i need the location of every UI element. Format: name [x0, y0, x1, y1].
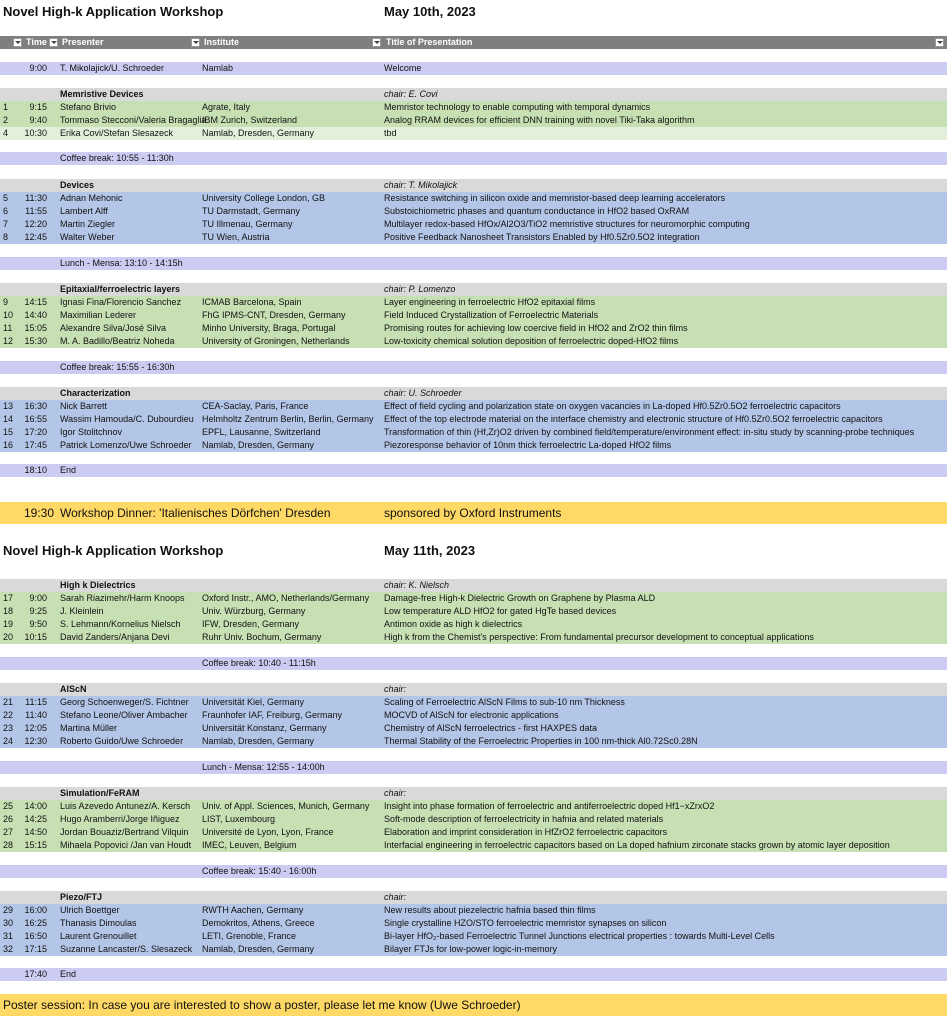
- table-row: [0, 192, 947, 205]
- presenter-cell: Ulrich Boettger: [60, 905, 120, 915]
- table-row: [0, 631, 947, 644]
- table-row: [0, 813, 947, 826]
- institute-cell: Ruhr Univ. Bochum, Germany: [202, 632, 322, 642]
- number-cell: 2: [3, 115, 9, 125]
- time-cell: 17:15: [24, 944, 47, 954]
- institute-cell: Universität Kiel, Germany: [202, 697, 305, 707]
- title-cell: Promising routes for achieving low coercive field in HfO2 and ZrO2 thin films: [384, 323, 688, 333]
- number-cell: 21: [3, 697, 14, 707]
- title-cell: Welcome: [384, 63, 422, 73]
- table-row: [0, 426, 947, 439]
- institute-cell: Minho University, Braga, Portugal: [202, 323, 336, 333]
- day-title-row: [0, 543, 947, 559]
- number-cell: 24: [3, 736, 14, 746]
- number-cell: 16: [3, 440, 14, 450]
- presenter-cell: David Zanders/Anjana Devi: [60, 632, 170, 642]
- presenter-cell: Georg Schoenweger/S. Fichtner: [60, 697, 189, 707]
- time-cell: 17:45: [24, 440, 47, 450]
- number-cell: 22: [3, 710, 14, 720]
- table-row: [0, 348, 947, 360]
- time-cell: 16:25: [24, 918, 47, 928]
- table-row: [0, 140, 947, 152]
- title-cell: Analog RRAM devices for efficient DNN training with novel Tiki-Taka algorithm: [384, 115, 695, 125]
- presenter-cell: Wassim Hamouda/C. Dubourdieu: [60, 414, 194, 424]
- presenter-cell: Novel High-k Application Workshop: [3, 543, 224, 558]
- title-cell: Resistance switching in silicon oxide and memristor-based deep learning accelerators: [384, 193, 726, 203]
- number-cell: 30: [3, 918, 14, 928]
- title-cell: Soft-mode description of ferroelectricity in hafnia and related materials: [384, 814, 664, 824]
- table-row: [0, 761, 947, 774]
- title-cell: Thermal Stability of the Ferroelectric Properties in 100 nm-thick Al0.72Sc0.28N: [384, 736, 698, 746]
- table-row: [0, 218, 947, 231]
- table-row: [0, 943, 947, 956]
- institute-cell: IMEC, Leuven, Belgium: [202, 840, 297, 850]
- title-cell: chair:: [384, 788, 407, 798]
- title-cell: chair: K. Nielsch: [384, 580, 450, 590]
- institute-cell: Namlab: [202, 63, 234, 73]
- table-row: [0, 800, 947, 813]
- number-cell: 26: [3, 814, 14, 824]
- title-cell: tbd: [384, 128, 397, 138]
- title-cell: MOCVD of AlScN for electronic applications: [384, 710, 559, 720]
- table-row: [0, 839, 947, 852]
- number-cell: 12: [3, 336, 14, 346]
- table-row: [0, 439, 947, 452]
- institute-cell: Université de Lyon, Lyon, France: [202, 827, 334, 837]
- number-cell: 13: [3, 401, 14, 411]
- title-cell: May 10th, 2023: [384, 4, 476, 19]
- presenter-cell: Novel High-k Application Workshop: [3, 4, 224, 19]
- time-cell: 12:20: [24, 219, 47, 229]
- presenter-cell: J. Kleinlein: [60, 606, 104, 616]
- number-cell: 23: [3, 723, 14, 733]
- table-row: [0, 502, 947, 524]
- number-cell: 11: [3, 323, 13, 333]
- presenter-cell: Coffee break: 15:55 - 16:30h: [60, 362, 175, 372]
- table-row: [0, 968, 947, 981]
- title-cell: chair:: [384, 684, 407, 694]
- presenter-cell: Erika Covi/Stefan Slesazeck: [60, 128, 174, 138]
- institute-cell: Agrate, Italy: [202, 102, 251, 112]
- institute-cell: Univ. Würzburg, Germany: [202, 606, 306, 616]
- presenter-cell: Tommaso Stecconi/Valeria Bragaglia: [60, 115, 207, 125]
- presenter-cell: Martin Ziegler: [60, 219, 116, 229]
- institute-cell: Namlab, Dresden, Germany: [202, 440, 315, 450]
- time-cell: 12:30: [24, 736, 47, 746]
- title-cell: chair: T. Mikolajick: [384, 180, 458, 190]
- number-cell: 8: [3, 232, 9, 242]
- presenter-cell: Coffee break: 10:55 - 11:30h: [60, 153, 174, 163]
- institute-cell: Lunch - Mensa: 12:55 - 14:00h: [202, 762, 325, 772]
- title-cell: Title of Presentation: [386, 37, 473, 47]
- filter-dropdown-institute[interactable]: [372, 38, 381, 47]
- presenter-cell: AlScN: [60, 684, 87, 694]
- number-cell: 5: [3, 193, 9, 203]
- time-cell: 17:40: [24, 969, 47, 979]
- number-cell: 19: [3, 619, 14, 629]
- table-row: [0, 748, 947, 760]
- institute-cell: Universität Konstanz, Germany: [202, 723, 327, 733]
- filter-dropdown-presenter[interactable]: [191, 38, 200, 47]
- title-cell: chair: U. Schroeder: [384, 388, 462, 398]
- number-cell: 31: [3, 931, 14, 941]
- presenter-cell: Roberto Guido/Uwe Schroeder: [60, 736, 184, 746]
- title-cell: Antimon oxide as high k dielectrics: [384, 619, 523, 629]
- number-cell: Poster session: In case you are interested to show a poster, please let me know (Uwe Schroeder): [3, 998, 521, 1012]
- title-cell: Effect of field cycling and polarization state on oxygen vacancies in La-doped Hf0.5Zr0.5O2 ferroelectric capacitors: [384, 401, 841, 411]
- presenter-cell: Adnan Mehonic: [60, 193, 123, 203]
- table-row: [0, 579, 947, 592]
- presenter-cell: Sarah Riazimehr/Harm Knoops: [60, 593, 185, 603]
- table-row: [0, 296, 947, 309]
- time-cell: 12:05: [24, 723, 47, 733]
- institute-cell: Coffee break: 10:40 - 11:15h: [202, 658, 316, 668]
- title-cell: Bilayer FTJs for low-power logic-in-memory: [384, 944, 558, 954]
- time-cell: 18:10: [24, 465, 47, 475]
- presenter-cell: Nick Barrett: [60, 401, 108, 411]
- time-cell: 14:00: [24, 801, 47, 811]
- presenter-cell: End: [60, 969, 77, 979]
- table-row: [0, 592, 947, 605]
- table-row: [0, 994, 947, 1016]
- title-cell: Elaboration and imprint consideration in HfZrO2 ferroelectric capacitors: [384, 827, 668, 837]
- presenter-cell: High k Dielectrics: [60, 580, 136, 590]
- institute-cell: TU Illmenau, Germany: [202, 219, 293, 229]
- title-cell: Bi-layer HfO₂-based Ferroelectric Tunnel Junctions electrical properties : towards Multi-Level Cells: [384, 931, 775, 941]
- table-row: [0, 322, 947, 335]
- number-cell: 20: [3, 632, 14, 642]
- time-cell: 15:05: [24, 323, 47, 333]
- number-cell: 29: [3, 905, 14, 915]
- time-cell: 9:00: [29, 593, 47, 603]
- table-row: [0, 605, 947, 618]
- title-cell: Multilayer redox-based HfOx/Al2O3/TiO2 memristive structures for neuromorphic computing: [384, 219, 750, 229]
- table-row: [0, 787, 947, 800]
- presenter-cell: Laurent Grenouillet: [60, 931, 137, 941]
- institute-cell: FhG IPMS-CNT, Dresden, Germany: [202, 310, 346, 320]
- institute-cell: IBM Zurich, Switzerland: [202, 115, 298, 125]
- table-row: [0, 452, 947, 464]
- number-cell: 10: [3, 310, 14, 320]
- title-cell: sponsored by Oxford Instruments: [384, 506, 562, 520]
- presenter-cell: End: [60, 465, 77, 475]
- presenter-cell: Stefano Leone/Oliver Ambacher: [60, 710, 188, 720]
- table-row: [0, 904, 947, 917]
- presenter-cell: Devices: [60, 180, 95, 190]
- title-cell: New results about piezelectric hafnia based thin films: [384, 905, 596, 915]
- number-cell: 7: [3, 219, 9, 229]
- time-cell: 9:50: [29, 619, 47, 629]
- presenter-cell: Maximilian Lederer: [60, 310, 137, 320]
- institute-cell: University of Groningen, Netherlands: [202, 336, 350, 346]
- presenter-cell: Lunch - Mensa: 13:10 - 14:15h: [60, 258, 183, 268]
- presenter-cell: Luis Azevedo Antunez/A. Kersch: [60, 801, 191, 811]
- table-row: [0, 231, 947, 244]
- institute-cell: Coffee break: 15:40 - 16:00h: [202, 866, 317, 876]
- table-row: [0, 644, 947, 656]
- presenter-cell: M. A. Badillo/Beatriz Noheda: [60, 336, 175, 346]
- presenter-cell: Thanasis Dimoulas: [60, 918, 137, 928]
- title-cell: Substoichiometric phases and quantum conductance in HfO2 based OxRAM: [384, 206, 690, 216]
- number-cell: 15: [3, 427, 14, 437]
- institute-cell: TU Wien, Austria: [202, 232, 270, 242]
- table-row: [0, 335, 947, 348]
- institute-cell: Namlab, Dresden, Germany: [202, 128, 315, 138]
- table-row: [0, 361, 947, 374]
- table-row: [0, 179, 947, 192]
- title-cell: Transformation of thin (Hf,Zr)O2 driven by combined field/temperature/environment effect: in-situ study by scanning-probe techniques: [384, 427, 915, 437]
- table-row: [0, 127, 947, 140]
- number-cell: 1: [3, 102, 9, 112]
- title-cell: Positive Feedback Nanosheet Transistors Enabled by Hf0.5Zr0.5O2 Integration: [384, 232, 700, 242]
- title-cell: Chemistry of AlScN ferroelectrics - first HAXPES data: [384, 723, 598, 733]
- title-cell: Layer engineering in ferroelectric HfO2 epitaxial films: [384, 297, 596, 307]
- table-row: [0, 88, 947, 101]
- time-cell: 14:25: [24, 814, 47, 824]
- number-cell: 27: [3, 827, 14, 837]
- presenter-cell: Mihaela Popovici /Jan van Houdt: [60, 840, 192, 850]
- table-row: [0, 852, 947, 864]
- table-row: [0, 205, 947, 218]
- time-cell: 15:30: [24, 336, 47, 346]
- time-cell: 17:20: [24, 427, 47, 437]
- presenter-cell: Stefano Brivio: [60, 102, 117, 112]
- filter-dropdown-title[interactable]: [935, 38, 944, 47]
- table-row: [0, 917, 947, 930]
- time-cell: 11:40: [25, 710, 47, 720]
- time-cell: 9:15: [29, 102, 47, 112]
- institute-cell: University College London, GB: [202, 193, 326, 203]
- title-cell: May 11th, 2023: [384, 543, 476, 558]
- table-row: [0, 930, 947, 943]
- table-row: [0, 722, 947, 735]
- time-cell: 9:40: [29, 115, 47, 125]
- number-cell: 18: [3, 606, 14, 616]
- table-row: [0, 956, 947, 968]
- institute-cell: LIST, Luxembourg: [202, 814, 276, 824]
- time-cell: Time: [26, 37, 47, 47]
- institute-cell: EPFL, Lausanne, Switzerland: [202, 427, 321, 437]
- presenter-cell: Suzanne Lancaster/S. Slesazeck: [60, 944, 193, 954]
- number-cell: 25: [3, 801, 14, 811]
- table-row: [0, 101, 947, 114]
- number-cell: 4: [3, 128, 9, 138]
- title-cell: Piezoresponse behavior of 10nm thick ferroelectric La-doped HfO2 films: [384, 440, 672, 450]
- time-cell: 9:25: [29, 606, 47, 616]
- filter-dropdown-time[interactable]: [49, 38, 58, 47]
- time-cell: 10:15: [24, 632, 47, 642]
- table-row: [0, 114, 947, 127]
- presenter-cell: Presenter: [62, 37, 104, 47]
- title-cell: Memristor technology to enable computing with temporal dynamics: [384, 102, 651, 112]
- institute-cell: IFW, Dresden, Germany: [202, 619, 300, 629]
- table-row: [0, 400, 947, 413]
- title-cell: High k from the Chemist's perspective: From fundamental precursor development to conceptual applications: [384, 632, 814, 642]
- title-cell: chair: P. Lomenzo: [384, 284, 456, 294]
- table-row: [0, 826, 947, 839]
- title-cell: Insight into phase formation of ferroelectric and antiferroelectric doped Hf1−xZrxO2: [384, 801, 715, 811]
- institute-cell: Helmholtz Zentrum Berlin, Berlin, Germany: [202, 414, 374, 424]
- column-header-row: [0, 36, 947, 49]
- table-row: [0, 464, 947, 477]
- institute-cell: Univ. of Appl. Sciences, Munich, Germany: [202, 801, 370, 811]
- title-cell: Scaling of Ferroelectric AlScN Films to sub-10 nm Thickness: [384, 697, 625, 707]
- table-row: [0, 244, 947, 256]
- presenter-cell: Piezo/FTJ: [60, 892, 103, 902]
- title-cell: Low temperature ALD HfO2 for gated HgTe based devices: [384, 606, 617, 616]
- presenter-cell: Ignasi Fina/Florencio Sanchez: [60, 297, 182, 307]
- presenter-cell: Patrick Lomenzo/Uwe Schroeder: [60, 440, 192, 450]
- institute-cell: Namlab, Dresden, Germany: [202, 944, 315, 954]
- table-row: [0, 735, 947, 748]
- presenter-cell: Epitaxial/ferroelectric layers: [60, 284, 181, 294]
- time-cell: 10:30: [24, 128, 47, 138]
- number-cell: 17: [3, 593, 14, 603]
- title-cell: chair: E. Covi: [384, 89, 438, 99]
- table-row: [0, 413, 947, 426]
- institute-cell: Demokritos, Athens, Greece: [202, 918, 315, 928]
- presenter-cell: T. Mikolajick/U. Schroeder: [60, 63, 165, 73]
- title-cell: Interfacial engineering in ferroelectric capacitors based on La doped hafnium zirconate stacks grown by atomic layer deposition: [384, 840, 890, 850]
- number-cell: 9: [3, 297, 9, 307]
- table-row: [0, 891, 947, 904]
- time-cell: 16:00: [24, 905, 47, 915]
- title-cell: Effect of the top electrode material on the interface chemistry and electronic structure of Hf0.5Zr0.5O2 ferroelectric capacitors: [384, 414, 883, 424]
- time-cell: 9:00: [29, 63, 47, 73]
- day-title-row: [0, 4, 947, 20]
- time-cell: 19:30: [24, 506, 55, 520]
- time-cell: 11:55: [25, 206, 47, 216]
- presenter-cell: Characterization: [60, 388, 131, 398]
- table-row: [0, 50, 947, 62]
- number-cell: 14: [3, 414, 14, 424]
- time-cell: 12:45: [24, 232, 47, 242]
- time-cell: 14:15: [24, 297, 47, 307]
- number-cell: 28: [3, 840, 14, 850]
- presenter-cell: Jordan Bouaziz/Bertrand Vilquin: [60, 827, 189, 837]
- institute-cell: LETI, Grenoble, France: [202, 931, 297, 941]
- number-cell: 32: [3, 944, 14, 954]
- table-row: [0, 683, 947, 696]
- table-row: [0, 257, 947, 270]
- number-cell: 6: [3, 206, 9, 216]
- filter-dropdown-number[interactable]: [13, 38, 22, 47]
- presenter-cell: Walter Weber: [60, 232, 115, 242]
- table-row: [0, 62, 947, 75]
- title-cell: chair:: [384, 892, 407, 902]
- table-row: [0, 657, 947, 670]
- presenter-cell: Simulation/FeRAM: [60, 788, 140, 798]
- title-cell: Damage-free High-k Dielectric Growth on Graphene by Plasma ALD: [384, 593, 656, 603]
- table-row: [0, 387, 947, 400]
- table-row: [0, 865, 947, 878]
- time-cell: 15:15: [24, 840, 47, 850]
- institute-cell: Fraunhofer IAF, Freiburg, Germany: [202, 710, 343, 720]
- presenter-cell: Workshop Dinner: 'Italienisches Dörfchen' Dresden: [60, 506, 331, 520]
- time-cell: 16:50: [24, 931, 47, 941]
- institute-cell: Oxford Instr., AMO, Netherlands/Germany: [202, 593, 370, 603]
- table-row: [0, 618, 947, 631]
- presenter-cell: Alexandre Silva/José Silva: [60, 323, 167, 333]
- institute-cell: Namlab, Dresden, Germany: [202, 736, 315, 746]
- presenter-cell: Memristive Devices: [60, 89, 144, 99]
- presenter-cell: Lambert Alff: [60, 206, 108, 216]
- table-row: [0, 696, 947, 709]
- time-cell: 14:40: [24, 310, 47, 320]
- institute-cell: RWTH Aachen, Germany: [202, 905, 304, 915]
- institute-cell: TU Darmstadt, Germany: [202, 206, 301, 216]
- institute-cell: CEA-Saclay, Paris, France: [202, 401, 309, 411]
- title-cell: Low-toxicity chemical solution deposition of ferroelectric doped-HfO2 films: [384, 336, 679, 346]
- table-row: [0, 283, 947, 296]
- institute-cell: Institute: [204, 37, 239, 47]
- presenter-cell: S. Lehmann/Kornelius Nielsch: [60, 619, 181, 629]
- title-cell: Single crystalline HZO/STO ferroelectric memristor synapses on silicon: [384, 918, 667, 928]
- time-cell: 11:30: [25, 193, 47, 203]
- time-cell: 16:55: [24, 414, 47, 424]
- time-cell: 14:50: [24, 827, 47, 837]
- time-cell: 16:30: [24, 401, 47, 411]
- institute-cell: ICMAB Barcelona, Spain: [202, 297, 302, 307]
- presenter-cell: Hugo Aramberri/Jorge Iñiguez: [60, 814, 180, 824]
- presenter-cell: Igor Stolitchnov: [60, 427, 123, 437]
- table-row: [0, 152, 947, 165]
- title-cell: Field Induced Crystallization of Ferroelectric Materials: [384, 310, 599, 320]
- presenter-cell: Martina Müller: [60, 723, 118, 733]
- table-row: [0, 309, 947, 322]
- time-cell: 11:15: [25, 697, 47, 707]
- table-row: [0, 709, 947, 722]
